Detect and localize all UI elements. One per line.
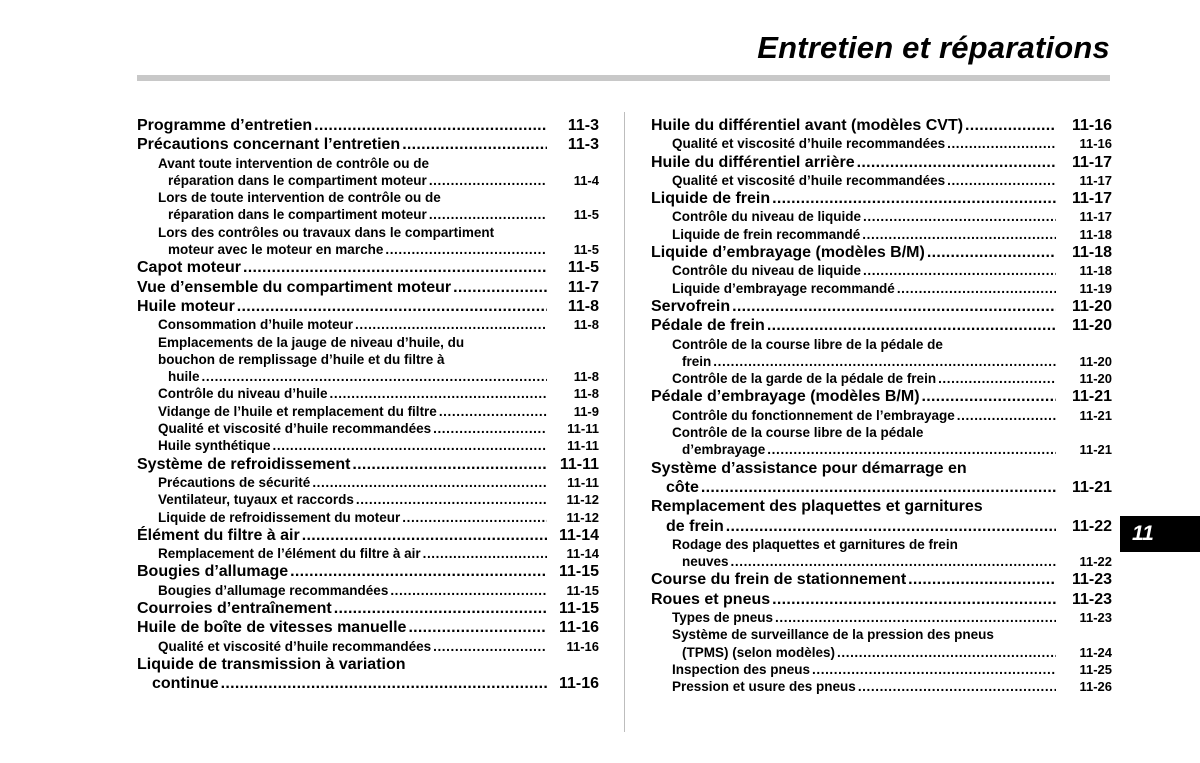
toc-entry[interactable] [137, 599, 599, 618]
toc-entry-title: Huile de boîte de vitesses manuelle [137, 619, 407, 637]
dot-leader [701, 478, 1056, 497]
column-divider [624, 112, 625, 732]
toc-entry-page: 11-3 [567, 136, 599, 154]
toc-entry[interactable] [137, 509, 599, 526]
toc-entry[interactable] [651, 609, 1112, 626]
toc-entry-page: 11-18 [1079, 226, 1112, 242]
toc-entry-title: Précautions concernant l’entretien [137, 136, 401, 154]
toc-entry-title: réparation dans le compartiment moteur [168, 172, 427, 188]
toc-entry-page: 11-11 [567, 438, 599, 454]
dot-leader [947, 135, 1056, 152]
toc-entry-page: 11-12 [566, 492, 599, 508]
dot-leader [731, 553, 1056, 570]
dot-leader [355, 316, 547, 333]
toc-entry-title: Remplacement de l’élément du filtre à air [158, 546, 421, 562]
dot-leader [713, 353, 1056, 370]
toc-entry-page: 11-15 [566, 582, 599, 598]
toc-entry-page: 11-15 [558, 600, 599, 618]
toc-entry-title: Course du frein de stationnement [651, 571, 907, 589]
toc-entry-title: Contrôle de la garde de la pédale de frein [672, 371, 937, 387]
toc-entry-page: 11-22 [1079, 554, 1112, 570]
toc-entry-page: 11-20 [1071, 297, 1112, 315]
toc-entry-page: 11-5 [567, 259, 599, 277]
toc-entry[interactable] [651, 407, 1112, 424]
toc-entry[interactable] [651, 424, 1112, 459]
toc-entry-title: Courroies d’entraînement [137, 600, 332, 618]
dot-leader [312, 474, 547, 491]
toc-entry-page: 11-17 [1071, 190, 1112, 208]
toc-entry-title: Huile du différentiel arrière [651, 153, 855, 171]
toc-left-column [137, 116, 599, 694]
dot-leader [858, 678, 1056, 695]
toc-entry-page: 11-23 [1079, 610, 1112, 626]
dot-leader [947, 172, 1056, 189]
toc-entry[interactable] [651, 226, 1112, 243]
dot-leader [732, 297, 1056, 316]
dot-leader [863, 262, 1056, 279]
toc-entry-page: 11-25 [1079, 661, 1112, 677]
dot-leader [352, 455, 547, 474]
dot-leader [202, 368, 547, 385]
toc-entry-page: 11-14 [566, 546, 599, 562]
toc-entry-title-line: Emplacements de la jauge de niveau d’huile, du [158, 334, 465, 350]
toc-entry-title: Liquide d’embrayage recommandé [672, 280, 895, 296]
toc-entry[interactable] [651, 243, 1112, 262]
toc-entry[interactable] [651, 661, 1112, 678]
toc-entry[interactable] [651, 280, 1112, 297]
toc-entry-page: 11-11 [567, 421, 599, 437]
toc-entry-page: 11-21 [1079, 407, 1112, 423]
toc-entry-title: Pédale d’embrayage (modèles B/M) [651, 388, 920, 406]
toc-entry[interactable] [651, 189, 1112, 208]
toc-right-column [651, 116, 1112, 696]
toc-entry[interactable] [137, 582, 599, 599]
toc-entry[interactable] [651, 590, 1112, 609]
toc-entry-title-line: Contrôle de la course libre de la pédale [672, 425, 924, 441]
toc-entry-title: Inspection des pneus [672, 661, 811, 677]
dot-leader [927, 243, 1056, 262]
toc-entry[interactable] [137, 437, 599, 454]
dot-leader [221, 674, 547, 693]
toc-entry-title: d’embrayage [682, 442, 766, 458]
toc-entry[interactable] [137, 545, 599, 562]
toc-entry-page: 11-17 [1079, 209, 1112, 225]
toc-entry[interactable] [137, 526, 599, 545]
chapter-tab[interactable]: 11 [1120, 516, 1200, 552]
toc-entry[interactable] [651, 297, 1112, 316]
toc-entry-page: 11-11 [567, 474, 599, 490]
dot-leader [965, 116, 1056, 135]
toc-entry-title: Qualité et viscosité d’huile recommandées [672, 136, 946, 152]
toc-entry[interactable] [137, 403, 599, 420]
toc-entry[interactable] [651, 497, 1112, 536]
dot-leader [429, 172, 547, 189]
dot-leader [290, 562, 547, 581]
toc-entry[interactable] [137, 474, 599, 491]
toc-entry-page: 11-16 [1079, 136, 1112, 152]
toc-entry[interactable] [651, 135, 1112, 152]
dot-leader [957, 407, 1056, 424]
toc-entry-title-line: Système d’assistance pour démarrage en [651, 459, 967, 477]
toc-entry-title: Vue d’ensemble du compartiment moteur [137, 278, 452, 296]
toc-entry-title: Contrôle du niveau de liquide [672, 263, 862, 279]
toc-entry-title: Capot moteur [137, 259, 241, 277]
toc-entry-page: 11-3 [567, 117, 599, 134]
dot-leader [243, 258, 547, 277]
toc-entry-page: 11-19 [1079, 280, 1112, 296]
toc-entry-title: Qualité et viscosité d’huile recommandées [158, 638, 432, 654]
toc-entry-title: Système de refroidissement [137, 455, 351, 473]
dot-leader [433, 420, 547, 437]
page-title: Entretien et réparations [757, 30, 1110, 65]
dot-leader [837, 644, 1056, 661]
toc-entry-title: de frein [666, 517, 724, 535]
dot-leader [812, 661, 1056, 678]
toc-entry-page: 11-21 [1079, 442, 1112, 458]
dot-leader [775, 609, 1056, 626]
toc-entry[interactable] [137, 189, 599, 224]
dot-leader [772, 189, 1056, 208]
toc-entry-page: 11-16 [558, 675, 599, 693]
toc-entry-title: continue [152, 675, 219, 693]
toc-entry[interactable] [137, 135, 599, 154]
toc-entry-page: 11-8 [573, 317, 599, 333]
dot-leader [402, 509, 547, 526]
toc-entry-title: (TPMS) (selon modèles) [682, 644, 836, 660]
toc-entry-page: 11-16 [566, 638, 599, 654]
toc-entry[interactable] [137, 278, 599, 297]
toc-entry[interactable] [651, 570, 1112, 589]
toc-entry[interactable] [137, 420, 599, 437]
toc-entry-title: Liquide de refroidissement du moteur [158, 509, 401, 525]
toc-entry-title: Contrôle du niveau d’huile [158, 386, 328, 402]
toc-entry[interactable] [651, 336, 1112, 371]
toc-entry-title: huile [168, 369, 200, 385]
toc-entry[interactable] [137, 316, 599, 333]
toc-entry[interactable] [137, 224, 599, 259]
toc-entry[interactable] [651, 262, 1112, 279]
dot-leader [408, 618, 547, 637]
toc-entry[interactable] [651, 153, 1112, 172]
toc-entry-title: réparation dans le compartiment moteur [168, 207, 427, 223]
toc-entry-title: Bougies d’allumage [137, 563, 289, 581]
toc-entry-title: Huile synthétique [158, 438, 271, 454]
toc-entry-page: 11-9 [573, 403, 599, 419]
toc-entry-title: Pression et usure des pneus [672, 679, 856, 695]
toc-entry-title: Pédale de frein [651, 317, 765, 335]
toc-entry-page: 11-17 [1079, 172, 1112, 188]
toc-entry[interactable] [137, 116, 599, 135]
toc-entry-title-line: bouchon de remplissage d’huile et du filtre à [158, 351, 445, 367]
toc-entry-title-line: Lors des contrôles ou travaux dans le compartiment [158, 224, 495, 240]
toc-entry[interactable] [137, 155, 599, 190]
toc-entry-title-line: Remplacement des plaquettes et garnitures [651, 498, 983, 516]
toc-entry-page: 11-8 [573, 369, 599, 385]
dot-leader [767, 441, 1056, 458]
toc-entry-title: Bougies d’allumage recommandées [158, 582, 389, 598]
toc-entry-page: 11-24 [1079, 644, 1112, 660]
toc-entry-title: côte [666, 478, 699, 496]
toc-entry-page: 11-21 [1071, 478, 1112, 496]
toc-entry-title: Ventilateur, tuyaux et raccords [158, 492, 354, 508]
toc-entry-title: Liquide de frein recommandé [672, 226, 861, 242]
toc-entry-title: Contrôle du niveau de liquide [672, 209, 862, 225]
dot-leader [863, 208, 1056, 225]
toc-entry-title: Qualité et viscosité d’huile recommandées [672, 172, 946, 188]
toc-entry-page: 11-18 [1071, 244, 1112, 262]
toc-entry-title: Liquide de frein [651, 190, 771, 208]
toc-entry-title: Élément du filtre à air [137, 526, 300, 544]
toc-entry-title: Huile du différentiel avant (modèles CVT) [651, 117, 964, 134]
toc-entry-title: Types de pneus [672, 610, 774, 626]
toc-entry-page: 11-20 [1079, 371, 1112, 387]
dot-leader [439, 403, 547, 420]
dot-leader [767, 316, 1056, 335]
dot-leader [302, 526, 547, 545]
toc-entry-title: moteur avec le moteur en marche [168, 242, 384, 258]
dot-leader [897, 280, 1056, 297]
toc-entry[interactable] [137, 334, 599, 386]
toc-entry-page: 11-18 [1079, 263, 1112, 279]
toc-entry-page: 11-23 [1071, 590, 1112, 608]
dot-leader [390, 582, 547, 599]
toc-entry-title: Programme d’entretien [137, 117, 313, 134]
toc-entry[interactable] [137, 385, 599, 402]
toc-entry-title: frein [682, 353, 712, 369]
dot-leader [908, 570, 1056, 589]
dot-leader [862, 226, 1056, 243]
toc-entry-page: 11-7 [567, 278, 599, 296]
dot-leader [453, 278, 547, 297]
toc-entry[interactable] [137, 618, 599, 637]
dot-leader [356, 491, 547, 508]
toc-entry-title: Consommation d’huile moteur [158, 317, 354, 333]
toc-entry-page: 11-4 [573, 172, 599, 188]
toc-entry-title-line: Avant toute intervention de contrôle ou de [158, 155, 430, 171]
toc-entry[interactable] [651, 370, 1112, 387]
dot-leader [314, 116, 547, 135]
toc-entry[interactable] [651, 208, 1112, 225]
toc-entry-title-line: Contrôle de la course libre de la pédale de [672, 336, 943, 352]
dot-leader [334, 599, 547, 618]
toc-entry-page: 11-16 [1071, 117, 1112, 134]
dot-leader [330, 385, 547, 402]
toc-entry[interactable] [651, 459, 1112, 498]
dot-leader [857, 153, 1056, 172]
toc-entry-page: 11-12 [566, 509, 599, 525]
toc-entry-page: 11-11 [559, 455, 599, 473]
toc-entry[interactable] [651, 316, 1112, 335]
toc-entry[interactable] [137, 455, 599, 474]
toc-entry[interactable] [651, 387, 1112, 406]
toc-entry-page: 11-8 [567, 297, 599, 315]
toc-entry-title: Qualité et viscosité d’huile recommandées [158, 421, 432, 437]
toc-entry[interactable] [137, 258, 599, 277]
toc-entry-page: 11-20 [1071, 317, 1112, 335]
dot-leader [433, 638, 547, 655]
toc-entry[interactable] [651, 626, 1112, 661]
toc-entry-title: Contrôle du fonctionnement de l’embrayage [672, 407, 955, 423]
toc-entry-title: Précautions de sécurité [158, 474, 311, 490]
dot-leader [429, 206, 547, 223]
toc-entry-title-line: Liquide de transmission à variation [137, 655, 406, 673]
toc-entry-title: Huile moteur [137, 297, 235, 315]
dot-leader [423, 545, 547, 562]
toc-entry[interactable] [651, 116, 1112, 135]
toc-entry-page: 11-23 [1071, 571, 1112, 589]
toc-entry-title: Roues et pneus [651, 590, 771, 608]
toc-entry[interactable] [137, 297, 599, 316]
dot-leader [385, 241, 547, 258]
toc-entry-title-line: Rodage des plaquettes et garnitures de frein [672, 536, 958, 552]
toc-entry-page: 11-5 [573, 242, 599, 258]
dot-leader [922, 387, 1056, 406]
toc-entry-title: Vidange de l’huile et remplacement du filtre [158, 403, 437, 419]
toc-entry-title-line: Lors de toute intervention de contrôle ou de [158, 190, 441, 206]
toc-entry[interactable] [137, 491, 599, 508]
toc-entry-page: 11-8 [573, 386, 599, 402]
toc-entry-title: neuves [682, 554, 729, 570]
toc-entry-page: 11-22 [1071, 517, 1112, 535]
toc-entry-title-line: Système de surveillance de la pression des pneus [672, 627, 994, 643]
dot-leader [772, 590, 1056, 609]
toc-entry-page: 11-20 [1079, 353, 1112, 369]
toc-entry[interactable] [651, 678, 1112, 695]
dot-leader [273, 437, 547, 454]
toc-entry-page: 11-16 [558, 619, 599, 637]
toc-entry-page: 11-15 [558, 563, 599, 581]
dot-leader [237, 297, 547, 316]
dot-leader [402, 135, 547, 154]
toc-entry-page: 11-5 [573, 207, 599, 223]
toc-entry-page: 11-17 [1071, 153, 1112, 171]
toc-entry-title: Liquide d’embrayage (modèles B/M) [651, 244, 925, 262]
dot-leader [938, 370, 1056, 387]
toc-entry[interactable] [651, 172, 1112, 189]
toc-entry-page: 11-26 [1079, 679, 1112, 695]
toc-entry-page: 11-21 [1071, 388, 1112, 406]
toc-entry[interactable] [651, 536, 1112, 571]
dot-leader [726, 517, 1056, 536]
toc-entry[interactable] [137, 562, 599, 581]
toc-entry-page: 11-14 [558, 526, 599, 544]
toc-entry-title: Servofrein [651, 297, 731, 315]
title-rule [137, 75, 1110, 81]
toc-entry[interactable] [137, 655, 599, 694]
toc-entry[interactable] [137, 638, 599, 655]
